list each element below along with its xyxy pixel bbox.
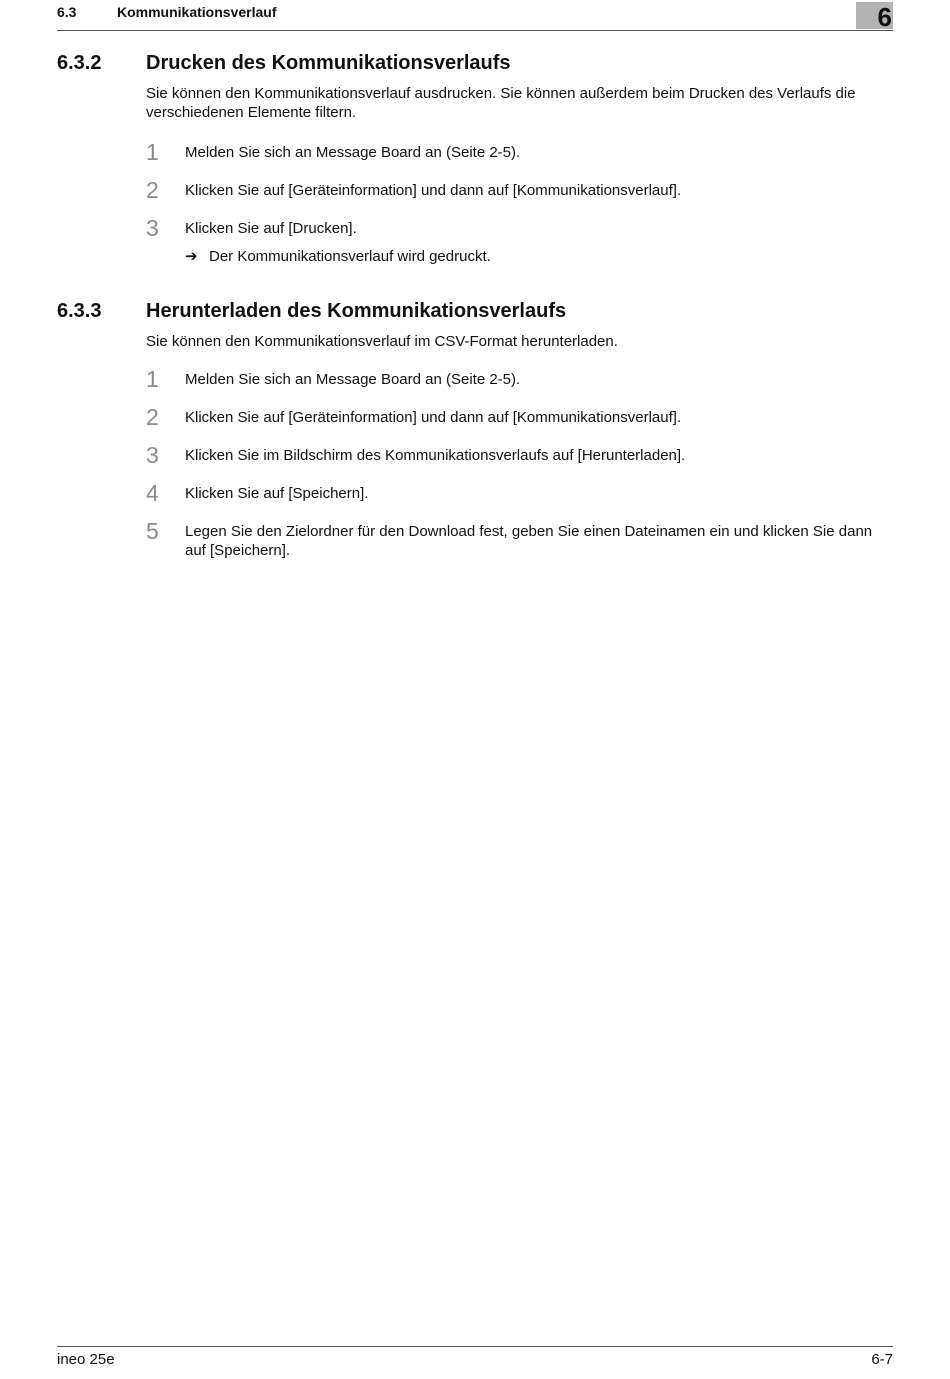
section-herunterladen [57, 300, 893, 560]
header-section-title: Kommunikationsverlauf [117, 4, 277, 20]
step-number: 3 [146, 215, 159, 241]
header-section-number: 6.3 [57, 4, 77, 20]
step-item [146, 366, 893, 392]
section-number: 6.3.2 [57, 52, 102, 74]
step-text: Klicken Sie auf [Speichern]. [185, 485, 369, 502]
section-intro: Sie können den Kommunikationsverlauf im CSV-Format herunterladen. [146, 333, 618, 350]
step-number: 2 [146, 404, 159, 430]
step-text: Legen Sie den Zielordner für den Download fest, geben Sie einen Dateinamen ein und klicken Sie dann auf [Speichern]. [185, 523, 873, 559]
step-item [146, 442, 893, 468]
arrow-right-icon: ➔ [185, 248, 198, 265]
step-number: 4 [146, 480, 159, 506]
step-number: 1 [146, 366, 159, 392]
step-text: Klicken Sie auf [Drucken]. [185, 220, 357, 237]
step-result [185, 247, 893, 266]
step-number: 3 [146, 442, 159, 468]
step-item [146, 480, 893, 506]
step-text: Melden Sie sich an Message Board an (Seite 2-5). [185, 371, 521, 388]
section-number: 6.3.3 [57, 300, 102, 322]
result-text: Der Kommunikationsverlauf wird gedruckt. [209, 248, 491, 265]
section-title: Herunterladen des Kommunikationsverlaufs [146, 300, 567, 322]
section-drucken [57, 52, 893, 266]
chapter-tab [856, 2, 893, 32]
step-number: 5 [146, 518, 159, 544]
step-number: 1 [146, 139, 159, 165]
step-item [146, 177, 893, 203]
page-footer [57, 1346, 893, 1368]
step-item [146, 215, 893, 241]
chapter-number: 6 [877, 2, 892, 32]
step-item [146, 139, 893, 165]
step-text: Klicken Sie im Bildschirm des Kommunikationsverlaufs auf [Herunterladen]. [185, 447, 686, 464]
step-text: Melden Sie sich an Message Board an (Seite 2-5). [185, 144, 521, 161]
footer-product: ineo 25e [57, 1351, 115, 1368]
step-text: Klicken Sie auf [Geräteinformation] und dann auf [Kommunikationsverlauf]. [185, 182, 682, 199]
section-intro: Sie können den Kommunikationsverlauf ausdrucken. Sie können außerdem beim Drucken des Verlaufs die verschiedenen Elemente filtern. [146, 85, 856, 121]
section-heading [57, 52, 893, 80]
step-item [146, 404, 893, 430]
footer-page-number: 6-7 [871, 1351, 893, 1368]
step-item [146, 519, 893, 560]
page-header [57, 0, 893, 31]
step-number: 2 [146, 177, 159, 203]
section-heading [57, 300, 893, 328]
step-text: Klicken Sie auf [Geräteinformation] und dann auf [Kommunikationsverlauf]. [185, 409, 682, 426]
section-title: Drucken des Kommunikationsverlaufs [146, 52, 511, 74]
